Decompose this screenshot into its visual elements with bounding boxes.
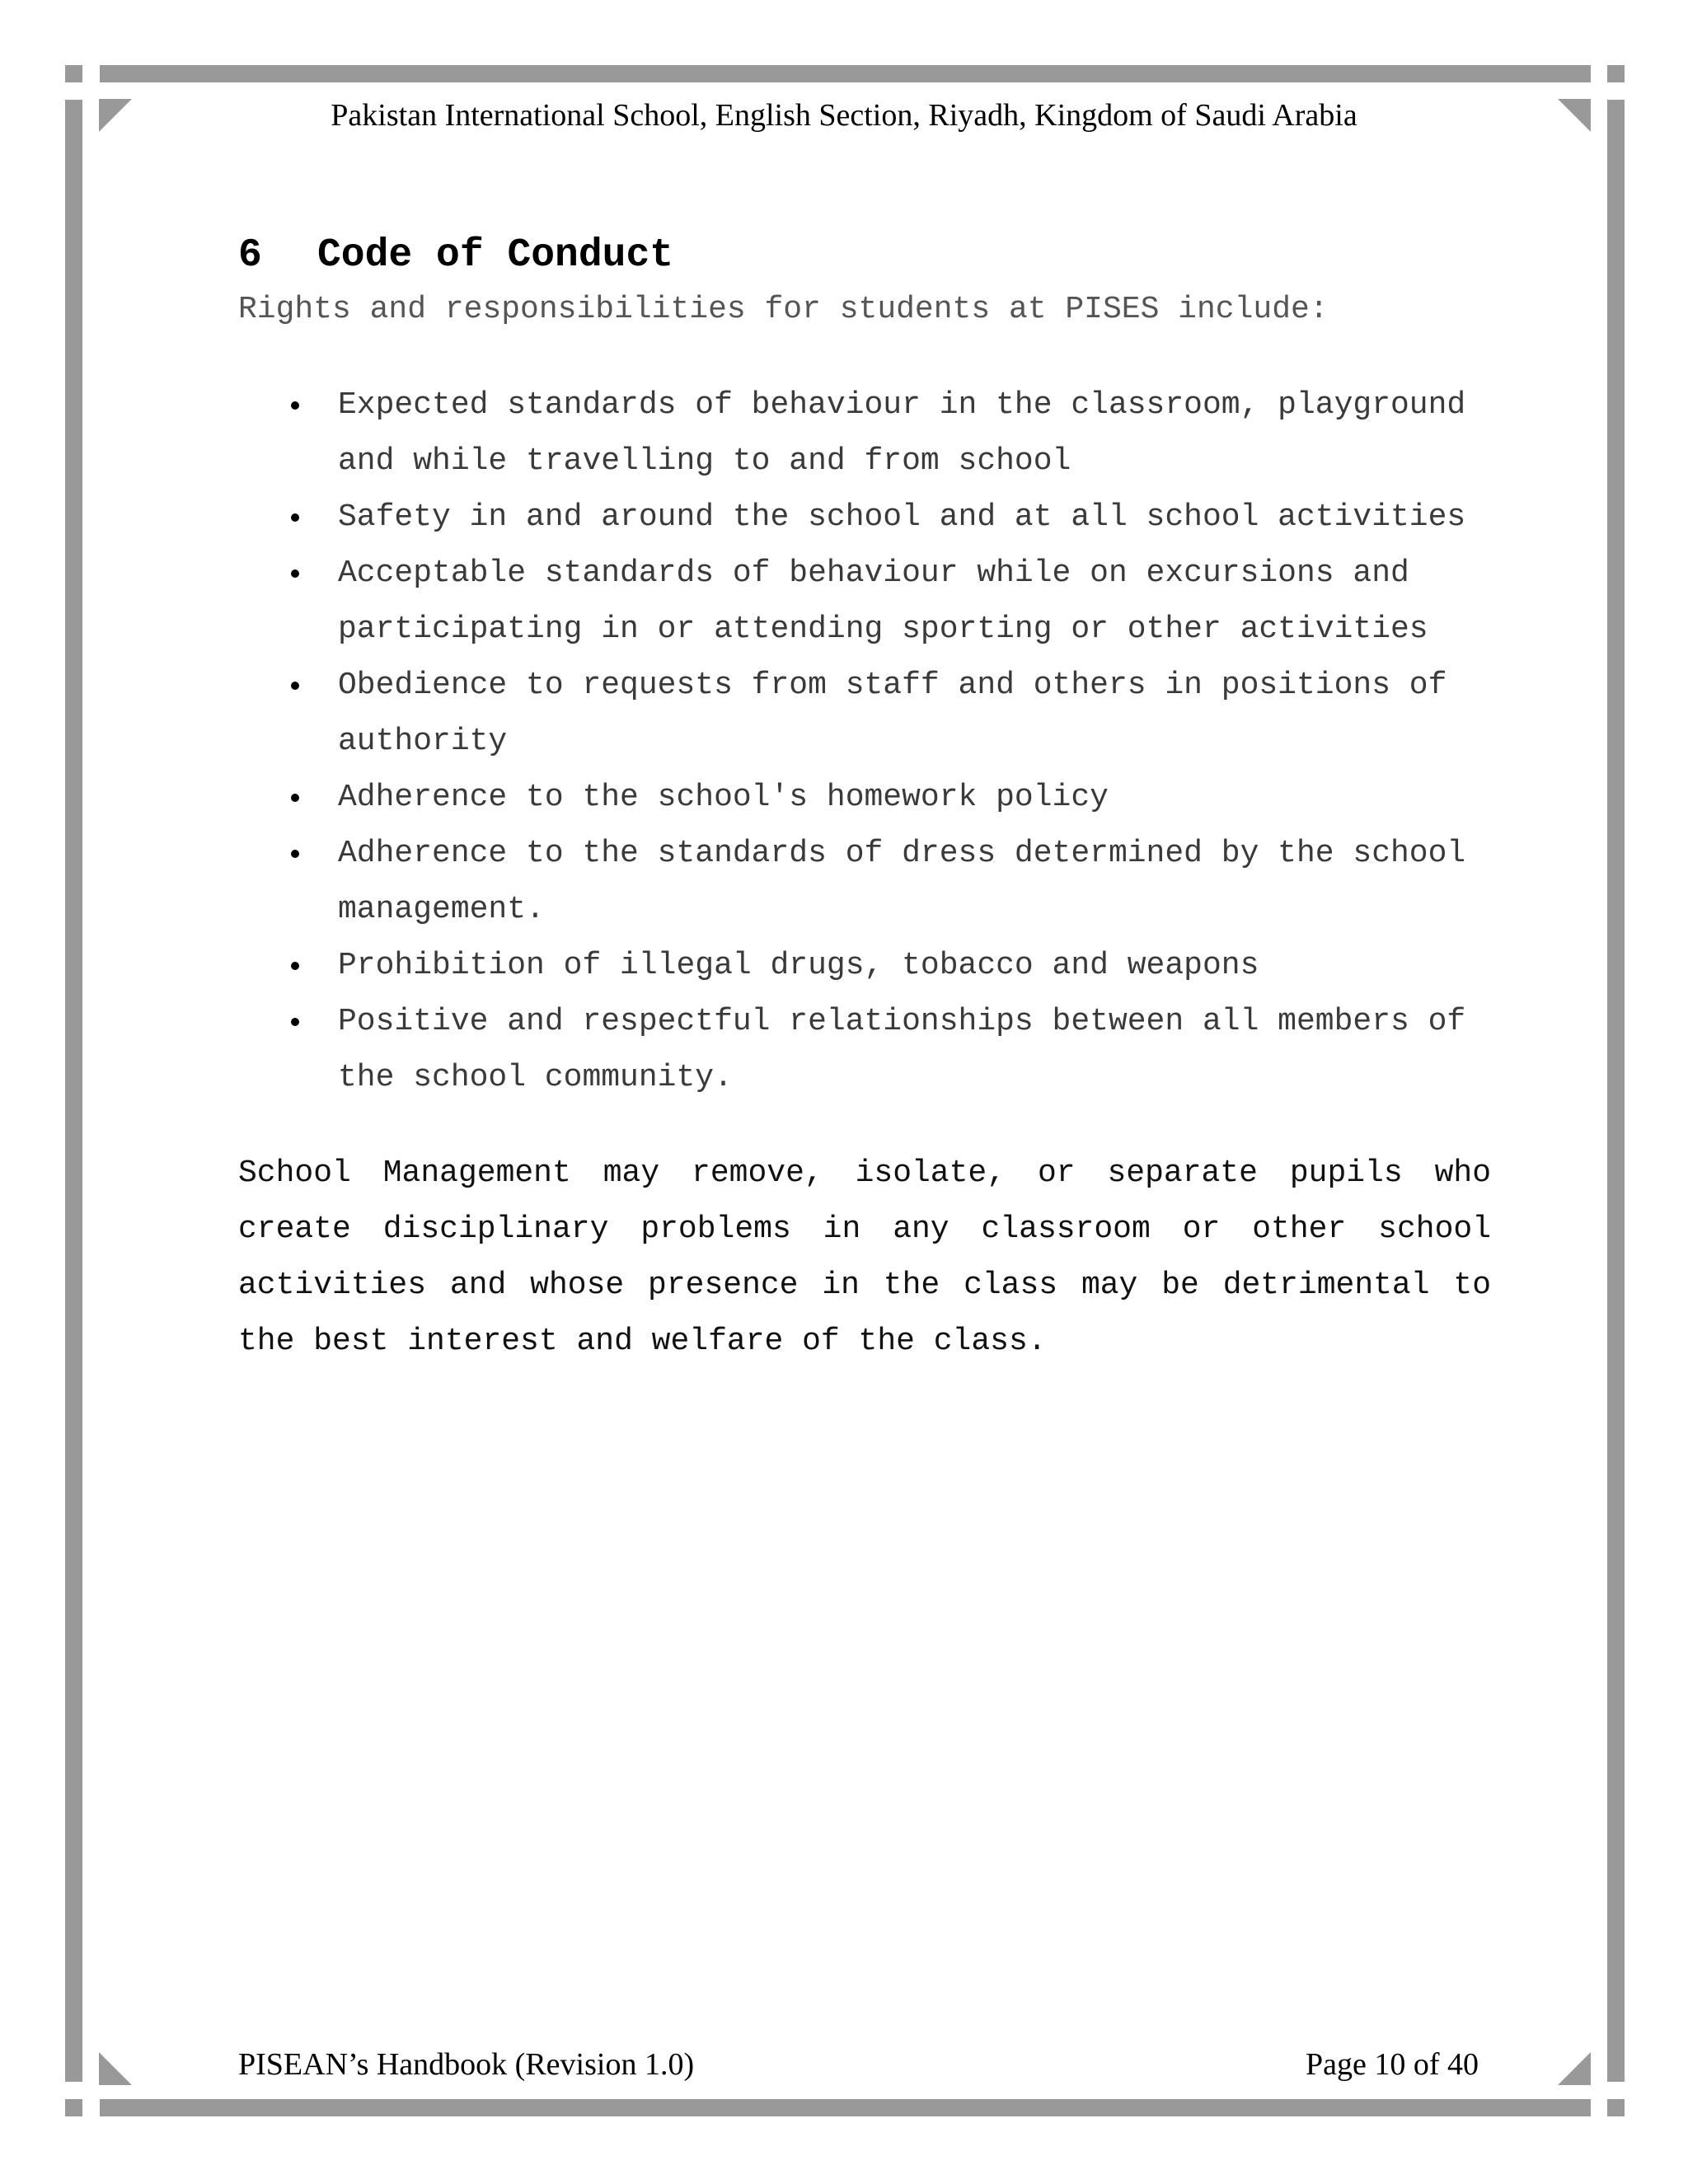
- border-corner-top-left: [65, 65, 82, 82]
- page-border-left: [65, 100, 82, 2082]
- page-border-bottom: [100, 2099, 1591, 2116]
- list-item-text: Adherence to the standards of dress determined by the school management.: [338, 836, 1466, 927]
- bullet-icon: [291, 1018, 299, 1026]
- list-item-text: Acceptable standards of behaviour while on excursions and participating in or attending sporting or other activities: [338, 555, 1428, 647]
- bullet-icon: [291, 513, 299, 522]
- rights-list: [238, 377, 1491, 1106]
- section-heading: [238, 229, 1491, 282]
- section-intro: Rights and responsibilities for students at PISES include:: [238, 292, 1329, 327]
- list-item-text: Safety in and around the school and at all school activities: [338, 499, 1466, 535]
- corner-triangle-bottom-right: [1558, 2052, 1591, 2085]
- page-border-top: [100, 65, 1591, 82]
- section-number: 6: [238, 233, 262, 278]
- bullet-icon: [291, 850, 299, 858]
- list-item: [238, 770, 1491, 826]
- bullet-icon: [291, 962, 299, 970]
- footer-handbook-title: PISEAN’s Handbook (Revision 1.0): [238, 2047, 695, 2082]
- bullet-icon: [291, 794, 299, 802]
- list-item: [238, 938, 1491, 994]
- bullet-icon: [291, 569, 299, 578]
- list-item: [238, 490, 1491, 546]
- page-number: Page 10 of 40: [1305, 2047, 1479, 2082]
- border-corner-bottom-right: [1607, 2099, 1625, 2116]
- list-item-text: Obedience to requests from staff and others in positions of authority: [338, 668, 1447, 759]
- list-item: [238, 546, 1491, 658]
- list-item: [238, 826, 1491, 938]
- list-item: [238, 377, 1491, 490]
- page-header: Pakistan International School, English Section, Riyadh, Kingdom of Saudi Arabia: [331, 98, 1357, 133]
- corner-triangle-bottom-left: [99, 2052, 132, 2085]
- list-item-text: Positive and respectful relationships between all members of the school community.: [338, 1004, 1466, 1095]
- management-paragraph: School Management may remove, isolate, or separate pupils who create disciplinary problems in any classroom or other school activities and whose presence in the class may be detrimental to the best interest and welfare of the class.: [238, 1155, 1491, 1359]
- list-item-text: Prohibition of illegal drugs, tobacco and weapons: [338, 948, 1259, 983]
- page-content: [238, 229, 1491, 1370]
- page-border-right: [1607, 100, 1625, 2082]
- list-item-text: Adherence to the school's homework policy: [338, 780, 1109, 815]
- list-item-text: Expected standards of behaviour in the classroom, playground and while travelling to and from school: [338, 387, 1466, 479]
- section-title: Code of Conduct: [317, 233, 674, 278]
- border-corner-bottom-left: [65, 2099, 82, 2116]
- list-item: [238, 658, 1491, 770]
- list-item: [238, 994, 1491, 1106]
- bullet-icon: [291, 682, 299, 690]
- bullet-icon: [291, 401, 299, 410]
- border-corner-top-right: [1607, 65, 1625, 82]
